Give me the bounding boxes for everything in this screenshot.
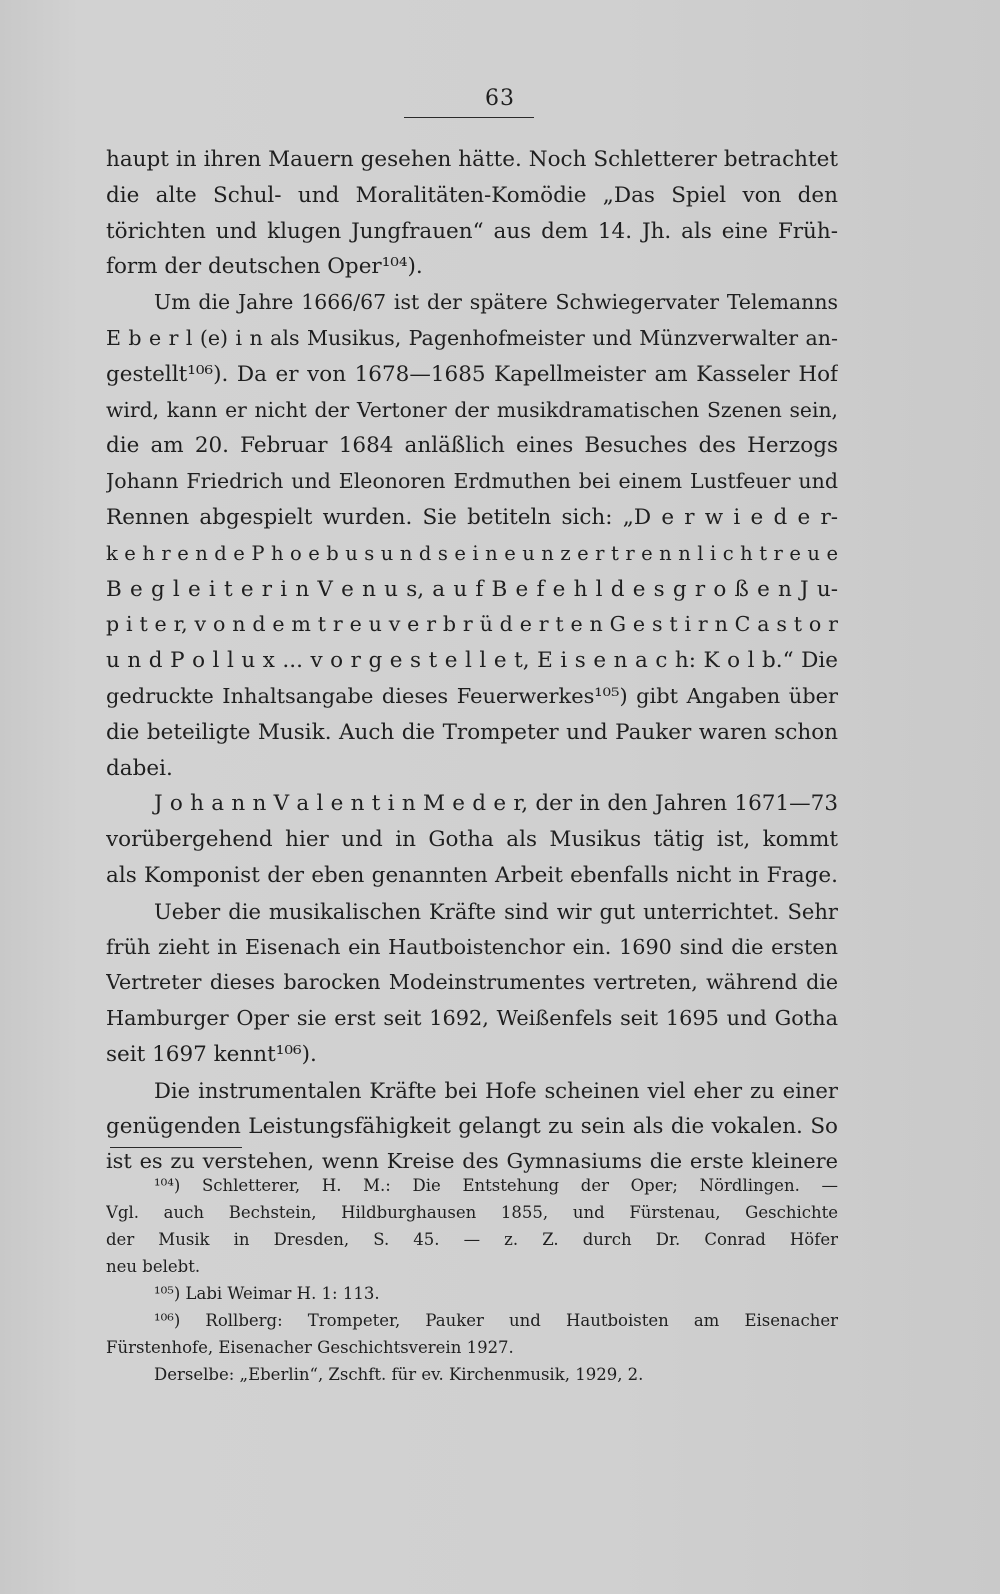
- body-line: Um die Jahre 1666/67 ist der spätere Schwiegervater Telemanns: [154, 290, 838, 315]
- body-line: die am 20. Februar 1684 anläßlich eines Besuches des Herzogs: [106, 433, 838, 459]
- body-line: Ueber die musikalischen Kräfte sind wir gut unterrichtet. Sehr: [154, 898, 838, 924]
- footnote-line: der Musik in Dresden, S. 45. — z. Z. durch Dr. Conrad Höfer: [106, 1230, 838, 1249]
- body-line: Hamburger Oper sie erst seit 1692, Weißenfels seit 1695 und Gotha: [106, 1006, 838, 1031]
- body-line: Johann Friedrich und Eleonoren Erdmuthen bei einem Lustfeuer und: [106, 469, 838, 494]
- body-line: haupt in ihren Mauern gesehen hätte. Noch Schletterer betrachtet: [106, 147, 838, 172]
- footnote-line: ¹⁰⁴) Schletterer, H. M.: Die Entstehung der Oper; Nördlingen. —: [154, 1176, 838, 1195]
- body-line: früh zieht in Eisenach ein Hautboistenchor ein. 1690 sind die ersten: [106, 934, 838, 959]
- body-line: J o h a n n V a l e n t i n M e d e r, der in den Jahren 1671—73: [154, 791, 838, 817]
- body-line: B e g l e i t e r i n V e n u s, a u f B e f e h l d e s g r o ß e n J u-: [106, 576, 838, 602]
- page-number-rule: [404, 117, 534, 118]
- body-line: p i t e r, v o n d e m t r e u v e r b r ü d e r t e n G e s t i r n C a s t o r: [106, 612, 838, 637]
- body-line: wird, kann er nicht der Vertoner der musikdramatischen Szenen sein,: [106, 397, 838, 422]
- body-line: u n d P o l l u x ... v o r g e s t e l l e t, E i s e n a c h: K o l b.“ Die: [106, 648, 838, 674]
- body-line: form der deutschen Oper¹⁰⁴).: [106, 254, 423, 280]
- footnote-line: ¹⁰⁶) Rollberg: Trompeter, Pauker und Hautboisten am Eisenacher: [154, 1311, 838, 1330]
- body-line: gestellt¹⁰⁶). Da er von 1678—1685 Kapellmeister am Kasseler Hof: [106, 361, 838, 387]
- footnote-line: Fürstenhofe, Eisenacher Geschichtsverein 1927.: [106, 1338, 514, 1357]
- body-line: gedruckte Inhaltsangabe dieses Feuerwerkes¹⁰⁵) gibt Angaben über: [106, 683, 838, 708]
- footnote-line: neu belebt.: [106, 1257, 201, 1276]
- body-line: die alte Schul- und Moralitäten-Komödie „Das Spiel von den: [106, 182, 838, 208]
- body-line: ist es zu verstehen, wenn Kreise des Gymnasiums die erste kleinere: [106, 1149, 838, 1174]
- body-line: als Komponist der eben genannten Arbeit ebenfalls nicht in Frage.: [106, 862, 838, 888]
- body-line: vorübergehend hier und in Gotha als Musikus tätig ist, kommt: [106, 827, 838, 853]
- body-line: Rennen abgespielt wurden. Sie betiteln sich: „D e r w i e d e r-: [106, 504, 838, 530]
- body-line: törichten und klugen Jungfrauen“ aus dem 14. Jh. als eine Früh-: [106, 218, 838, 244]
- body-line: E b e r l (e) i n als Musikus, Pagenhofmeister und Münzverwalter an-: [106, 325, 838, 350]
- footnotes: [106, 1172, 838, 1388]
- footnote-line: Derselbe: „Eberlin“, Zschft. für ev. Kirchenmusik, 1929, 2.: [154, 1365, 644, 1384]
- body-line: Die instrumentalen Kräfte bei Hofe scheinen viel eher zu einer: [154, 1077, 838, 1103]
- body-line: Vertreter dieses barocken Modeinstrumentes vertreten, während die: [106, 970, 838, 995]
- footnote-line: Vgl. auch Bechstein, Hildburghausen 1855, und Fürstenau, Geschichte: [106, 1203, 838, 1222]
- body-line: seit 1697 kennt¹⁰⁶).: [106, 1041, 317, 1067]
- body-line: die beteiligte Musik. Auch die Trompeter und Pauker waren schon: [106, 719, 838, 745]
- body-line: genügenden Leistungsfähigkeit gelangt zu sein als die vokalen. So: [106, 1113, 838, 1139]
- body-line: dabei.: [106, 755, 173, 781]
- footnote-line: ¹⁰⁵) Labi Weimar H. 1: 113.: [154, 1284, 380, 1303]
- page-number: 63: [485, 86, 515, 111]
- footnote-rule: [110, 1147, 242, 1148]
- body-line: k e h r e n d e P h o e b u s u n d s e i n e u n z e r t r e n n l i c h t r e u e: [106, 541, 838, 565]
- body-text: [106, 142, 838, 1180]
